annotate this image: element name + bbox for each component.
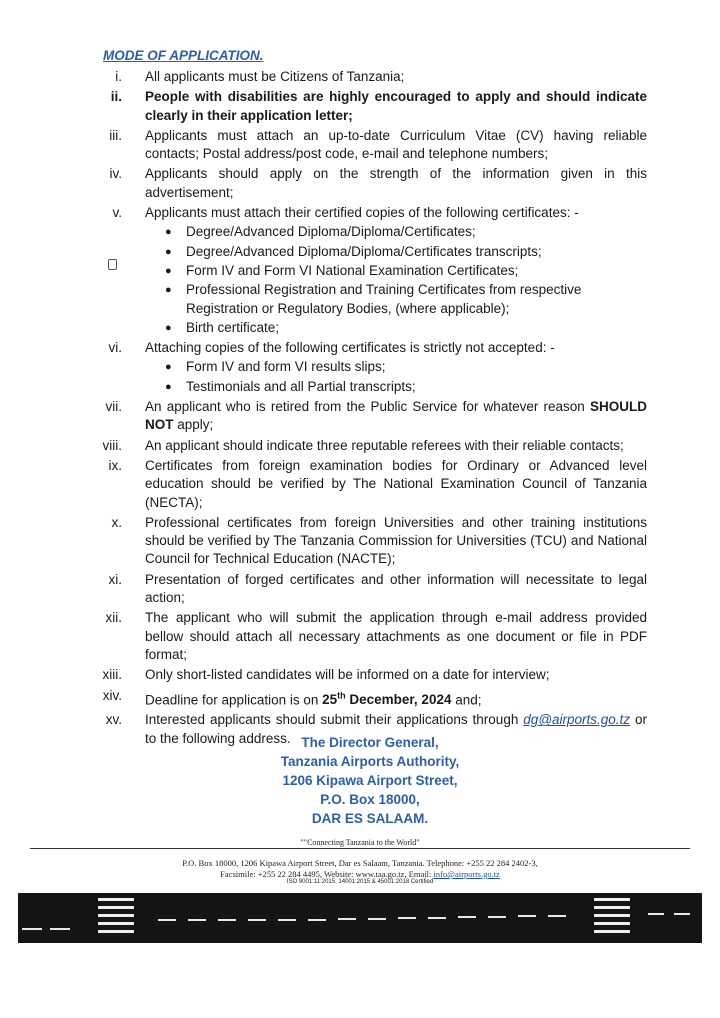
runway-dash bbox=[50, 928, 70, 930]
item-number: xii. bbox=[105, 610, 122, 626]
runway-dash bbox=[674, 913, 690, 915]
runway-stripe bbox=[98, 906, 134, 909]
list-item bbox=[0, 68, 720, 86]
not-accepted-list bbox=[145, 358, 647, 396]
sub-item: ● Professional Registration and Training Certificates from respective Registration or Regulatory Bodies, (where applicable); bbox=[165, 282, 582, 316]
runway-dash bbox=[518, 915, 536, 917]
deadline-date: 25th December, 2024 bbox=[322, 690, 452, 707]
address-line: The Director General, bbox=[301, 735, 439, 750]
item-number: vii. bbox=[105, 399, 122, 415]
list-item bbox=[0, 571, 720, 608]
footer-contact-2: Facsimile: +255 22 284 4495, Website: www.taa.go.tz, Email: info@airports.go.tz bbox=[220, 869, 500, 879]
item-text: All applicants must be Citizens of Tanzania; bbox=[145, 69, 405, 84]
item-number: v. bbox=[112, 205, 122, 221]
application-email-link[interactable]: dg@airports.go.tz bbox=[523, 712, 631, 728]
item-number: xiv. bbox=[102, 687, 122, 703]
runway-stripe bbox=[98, 914, 134, 917]
item-number: xi. bbox=[108, 571, 122, 587]
section-heading: MODE OF APPLICATION. bbox=[103, 48, 264, 63]
list-item bbox=[0, 204, 720, 337]
item-number: ii. bbox=[110, 89, 122, 105]
item-text: Only short-listed candidates will be informed on a date for interview; bbox=[145, 667, 550, 683]
list-item bbox=[0, 398, 720, 435]
list-item bbox=[0, 687, 720, 710]
item-text: The applicant who will submit the application through e-mail address provided bellow should attach all necessary attachments as one document or file in PDF format; bbox=[145, 610, 647, 662]
item-text: Professional certificates from foreign Universities and other training institutions should be verified by The Tanzania Commission for Universities (TCU) and National Council for Technical Education (NACTE); bbox=[145, 514, 647, 567]
item-text-main: Attaching copies of the following certificates is strictly not accepted: - bbox=[145, 340, 555, 356]
footer-email-link[interactable]: info@airports.go.tz bbox=[433, 869, 500, 879]
footer-divider bbox=[30, 848, 690, 849]
runway-stripe bbox=[594, 914, 630, 917]
list-item bbox=[0, 127, 720, 164]
emphasis-text: SHOULD NOT bbox=[145, 399, 647, 433]
item-text: Interested applicants should submit their applications through dg@airports.go.tz or to the following address. bbox=[145, 712, 647, 746]
runway-stripe bbox=[98, 898, 134, 901]
runway-stripe bbox=[594, 922, 630, 925]
bullet-icon: ● bbox=[165, 380, 172, 393]
address-line: 1206 Kipawa Airport Street, bbox=[282, 773, 458, 788]
item-number: x. bbox=[111, 514, 122, 530]
bullet-icon: ● bbox=[165, 226, 172, 239]
sub-item: ● Degree/Advanced Diploma/Diploma/Certificates transcripts; bbox=[145, 243, 647, 261]
runway-graphic bbox=[18, 893, 702, 943]
item-number: xiii. bbox=[102, 667, 122, 683]
runway-dash bbox=[458, 916, 476, 918]
address-line: DAR ES SALAAM. bbox=[311, 811, 429, 826]
runway-dash bbox=[338, 918, 356, 920]
sub-item: ● Birth certificate; bbox=[145, 319, 647, 337]
list-item bbox=[0, 339, 720, 396]
item-text: An applicant who is retired from the Public Service for whatever reason SHOULD NOT apply; bbox=[145, 399, 647, 433]
footer-slogan: ""Connecting Tanzania to the World" bbox=[300, 838, 420, 847]
mailing-address bbox=[245, 733, 495, 828]
item-text: Presentation of forged certificates and other information will necessitate to legal action; bbox=[145, 571, 647, 606]
item-number: i. bbox=[115, 69, 122, 84]
bullet-icon: ● bbox=[165, 361, 172, 374]
address-line: P.O. Box 18000, bbox=[320, 792, 420, 807]
runway-dash bbox=[248, 919, 266, 921]
bullet-icon: ● bbox=[165, 245, 172, 258]
list-item bbox=[0, 609, 720, 664]
bullet-icon: ● bbox=[165, 321, 172, 334]
list-item bbox=[0, 88, 720, 125]
runway-stripe bbox=[594, 930, 630, 933]
item-number: vi. bbox=[108, 340, 122, 356]
list-item bbox=[0, 457, 720, 512]
item-number: xv. bbox=[105, 712, 122, 728]
item-text: Applicants should apply on the strength of the information given in this advertisement; bbox=[145, 166, 647, 200]
item-text: An applicant should indicate three reputable referees with their reliable contacts; bbox=[145, 437, 624, 453]
sub-item: ● Testimonials and all Partial transcripts; bbox=[145, 378, 647, 396]
runway-dash bbox=[488, 916, 506, 918]
runway-dash bbox=[158, 919, 176, 921]
address-line: Tanzania Airports Authority, bbox=[280, 754, 460, 769]
item-text-main: Applicants must attach their certified copies of the following certificates: - bbox=[145, 205, 579, 221]
runway-dash bbox=[548, 915, 566, 917]
item-text: Certificates from foreign examination bodies for Ordinary or Advanced level education should be verified by The National Examination Council of Tanzania (NECTA); bbox=[145, 457, 647, 510]
runway-dash bbox=[278, 919, 296, 921]
runway-stripe bbox=[594, 906, 630, 909]
item-text: People with disabilities are highly encouraged to apply and should indicate clearly in their application letter; bbox=[145, 89, 647, 123]
list-item bbox=[0, 437, 720, 455]
bullet-icon: ● bbox=[165, 284, 172, 297]
runway-stripe bbox=[594, 898, 630, 901]
item-number: iii. bbox=[109, 127, 122, 143]
item-text bbox=[145, 339, 647, 396]
sub-item: ● Form IV and form VI results slips; bbox=[145, 358, 647, 376]
item-text bbox=[145, 204, 647, 337]
certificate-list bbox=[145, 223, 647, 337]
runway-dash bbox=[368, 918, 386, 920]
item-number: viii. bbox=[102, 437, 122, 453]
runway-dash bbox=[648, 913, 664, 915]
runway-dash bbox=[22, 928, 42, 930]
runway-dash bbox=[308, 919, 326, 921]
item-text: Deadline for application is on 25th December, 2024 and; bbox=[145, 690, 482, 707]
bullet-icon: ● bbox=[165, 264, 172, 277]
list-item bbox=[0, 165, 720, 202]
runway-stripe bbox=[98, 930, 134, 933]
footer-contact: P.O. Box 18000, 1206 Kipawa Airport Street, Dar es Salaam, Tanzania. Telephone: +255 22 284 2402-3, bbox=[182, 858, 538, 868]
requirements-list bbox=[0, 68, 720, 750]
footer-iso: ISO 9001:11:2015; 14001:2015 & 45001:2018 Certified bbox=[286, 879, 434, 885]
item-text: Applicants must attach an up-to-date Curriculum Vitae (CV) having reliable contacts; Postal address/post code, e-mail and telephone numbers; bbox=[145, 127, 647, 162]
list-item bbox=[0, 514, 720, 569]
runway-dash bbox=[218, 919, 236, 921]
runway-dash bbox=[398, 917, 416, 919]
runway-dash bbox=[428, 917, 446, 919]
sub-item: ● Form IV and Form VI National Examination Certificates; bbox=[145, 262, 647, 280]
item-number: ix. bbox=[108, 457, 122, 473]
runway-stripe bbox=[98, 922, 134, 925]
sub-item: ● Degree/Advanced Diploma/Diploma/Certificates; bbox=[145, 223, 647, 241]
list-item bbox=[0, 666, 720, 684]
item-number: iv. bbox=[109, 166, 122, 182]
checkbox-icon bbox=[108, 259, 117, 270]
runway-dash bbox=[188, 919, 206, 921]
